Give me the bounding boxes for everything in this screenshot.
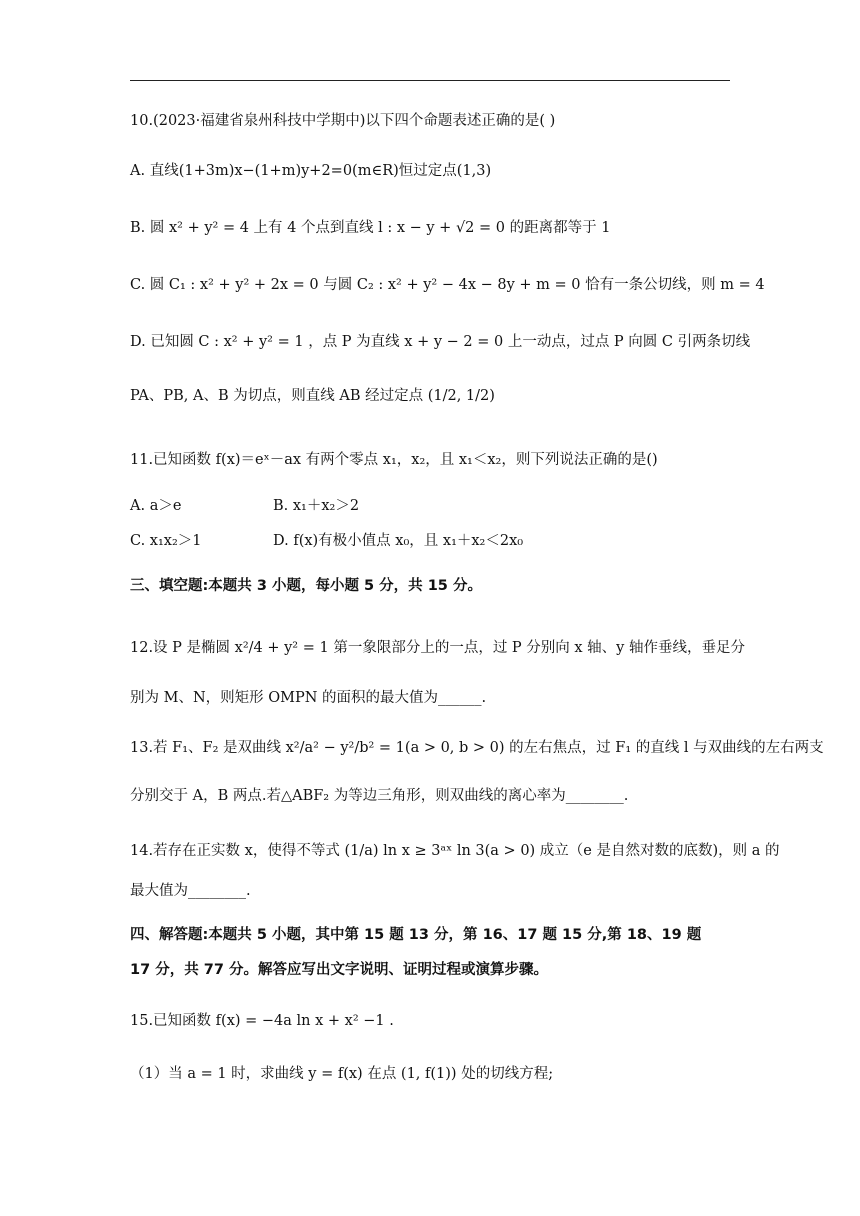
q13-line1: 13.若 F₁、F₂ 是双曲线 x²/a² − y²/b² = 1(a > 0, b > 0) 的左右焦点，过 F₁ 的直线 l 与双曲线的左右两支 xyxy=(130,740,824,756)
q14-line2: 最大值为________. xyxy=(130,883,251,899)
q11-stem: 11.已知函数 f(x)＝eˣ－ax 有两个零点 x₁，x₂，且 x₁＜x₂，则下列说法正确的是() xyxy=(130,452,658,468)
q10-option-c: C. 圆 C₁ : x² + y² + 2x = 0 与圆 C₂ : x² + y² − 4x − 8y + m = 0 恰有一条公切线，则 m = 4 xyxy=(130,277,765,293)
section-4-heading-line2: 17 分，共 77 分。解答应写出文字说明、证明过程或演算步骤。 xyxy=(130,962,548,978)
q13-line2: 分别交于 A，B 两点.若△ABF₂ 为等边三角形，则双曲线的离心率为________. xyxy=(130,788,629,804)
q10-stem: 10.(2023·福建省泉州科技中学期中)以下四个命题表述正确的是( ) xyxy=(130,113,556,129)
q12-line2: 别为 M、N，则矩形 OMPN 的面积的最大值为______. xyxy=(130,690,487,706)
q11-option-c: C. x₁x₂＞1 xyxy=(130,533,202,549)
section-3-heading: 三、填空题:本题共 3 小题，每小题 5 分，共 15 分。 xyxy=(130,578,482,594)
q11-option-a: A. a＞e xyxy=(130,498,182,514)
section-4-heading-line1: 四、解答题:本题共 5 小题，其中第 15 题 13 分，第 16、17 题 15 分,第 18、19 题 xyxy=(130,927,702,943)
q15-part1: （1）当 a = 1 时，求曲线 y = f(x) 在点 (1, f(1)) 处的切线方程; xyxy=(130,1066,554,1082)
q10-option-d-line2: PA、PB, A、B 为切点，则直线 AB 经过定点 (1/2, 1/2) xyxy=(130,388,495,404)
header-rule xyxy=(130,80,730,81)
q11-option-b: B. x₁＋x₂＞2 xyxy=(273,498,360,514)
q14-line1: 14.若存在正实数 x，使得不等式 (1/a) ln x ≥ 3ᵃˣ ln 3(a > 0) 成立（e 是自然对数的底数)，则 a 的 xyxy=(130,843,780,859)
q12-line1: 12.设 P 是椭圆 x²/4 + y² = 1 第一象限部分上的一点，过 P 分别向 x 轴、y 轴作垂线，垂足分 xyxy=(130,640,745,656)
q10-option-b: B. 圆 x² + y² = 4 上有 4 个点到直线 l : x − y + √2 = 0 的距离都等于 1 xyxy=(130,220,611,236)
q15-stem: 15.已知函数 f(x) = −4a ln x + x² −1 . xyxy=(130,1013,394,1029)
q10-option-d-line1: D. 已知圆 C : x² + y² = 1 ，点 P 为直线 x + y − 2 = 0 上一动点，过点 P 向圆 C 引两条切线 xyxy=(130,334,751,350)
q10-option-a: A. 直线(1+3m)x−(1+m)y+2=0(m∈R)恒过定点(1,3) xyxy=(130,163,492,179)
q11-option-d: D. f(x)有极小值点 x₀，且 x₁＋x₂＜2x₀ xyxy=(273,533,524,549)
